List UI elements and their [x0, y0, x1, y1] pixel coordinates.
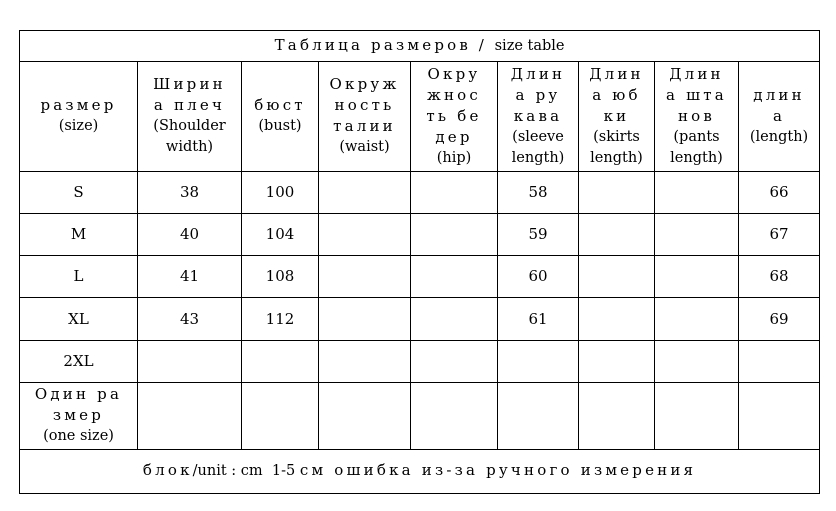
table-cell: 112 — [242, 298, 319, 340]
table-row — [20, 214, 820, 256]
column-header-en: (size) — [58, 118, 99, 135]
table-title — [20, 31, 820, 62]
table-cell — [579, 298, 655, 340]
table-cell — [138, 382, 242, 449]
size-label: XL — [20, 298, 138, 340]
table-cell — [579, 382, 655, 449]
table-cell — [579, 256, 655, 298]
table-cell — [579, 171, 655, 213]
table-cell — [655, 214, 739, 256]
table-title-separator: / — [471, 35, 495, 54]
table-cell — [655, 171, 739, 213]
title-row — [20, 31, 820, 62]
footer-unit-ru: блок — [142, 461, 193, 480]
column-header-ru: Ширин а плеч — [153, 75, 226, 115]
table-cell — [579, 214, 655, 256]
table-cell: 66 — [739, 171, 820, 213]
size-table — [19, 30, 820, 494]
column-header-ru: Длин а шта нов — [666, 64, 727, 125]
table-cell — [242, 340, 319, 382]
size-label: M — [20, 214, 138, 256]
table-cell: 69 — [739, 298, 820, 340]
table-cell: 104 — [242, 214, 319, 256]
one-size-label-ru: Один ра змер — [34, 385, 123, 425]
table-cell: 67 — [739, 214, 820, 256]
column-header — [498, 61, 579, 171]
column-header-en: (length) — [749, 128, 809, 145]
column-header-ru: размер — [40, 96, 117, 115]
table-cell — [138, 340, 242, 382]
column-header — [579, 61, 655, 171]
one-size-row — [20, 382, 820, 449]
table-row — [20, 256, 820, 298]
size-label: S — [20, 171, 138, 213]
table-cell: 60 — [498, 256, 579, 298]
table-cell — [579, 340, 655, 382]
table-cell — [319, 298, 411, 340]
column-header-en: (waist) — [339, 139, 390, 156]
table-cell — [411, 340, 498, 382]
table-cell — [411, 171, 498, 213]
column-header-ru: Длин а ру кава — [510, 64, 566, 125]
column-header-en: (pants length) — [670, 128, 723, 166]
table-cell: 108 — [242, 256, 319, 298]
column-header — [655, 61, 739, 171]
table-cell — [319, 382, 411, 449]
table-cell: 59 — [498, 214, 579, 256]
column-header-ru: Длин а юб ки — [589, 64, 644, 125]
table-cell: 100 — [242, 171, 319, 213]
column-header — [411, 61, 498, 171]
footer-unit-en: /unit : cm 1-5 — [192, 463, 300, 480]
column-header-en: (bust) — [258, 118, 302, 135]
size-label: 2XL — [20, 340, 138, 382]
table-cell — [319, 340, 411, 382]
table-row — [20, 298, 820, 340]
column-header-ru: бюст — [254, 96, 306, 115]
table-body — [20, 171, 820, 382]
table-title-en: size table — [494, 37, 565, 54]
one-size-label-en: (one size) — [43, 428, 114, 445]
table-cell — [319, 171, 411, 213]
column-header-ru: Окру жнос ть бе дер — [426, 64, 482, 146]
table-cell: 43 — [138, 298, 242, 340]
table-cell — [411, 298, 498, 340]
table-cell — [655, 340, 739, 382]
column-header — [739, 61, 820, 171]
table-cell — [411, 256, 498, 298]
table-cell — [498, 382, 579, 449]
size-label: L — [20, 256, 138, 298]
table-cell — [739, 382, 820, 449]
table-cell — [319, 214, 411, 256]
footer-row — [20, 449, 820, 493]
table-cell — [411, 214, 498, 256]
table-cell — [242, 382, 319, 449]
table-cell — [739, 340, 820, 382]
column-header-ru: Окруж ность талии — [329, 75, 400, 136]
column-header-ru: длин а — [753, 85, 805, 125]
column-header-en: (sleeve length) — [511, 128, 565, 166]
table-cell: 61 — [498, 298, 579, 340]
column-header — [138, 61, 242, 171]
table-cell — [655, 382, 739, 449]
table-cell: 41 — [138, 256, 242, 298]
column-header-en: (hip) — [436, 149, 472, 166]
column-header — [20, 61, 138, 171]
column-header-en: (skirts length) — [590, 128, 643, 166]
table-cell — [411, 382, 498, 449]
table-cell: 68 — [739, 256, 820, 298]
table-row — [20, 171, 820, 213]
one-size-label — [20, 382, 138, 449]
column-header-en: (Shoulder width) — [153, 118, 226, 156]
footer-note — [20, 449, 820, 493]
table-cell — [655, 298, 739, 340]
table-cell — [498, 340, 579, 382]
column-header — [319, 61, 411, 171]
table-cell: 58 — [498, 171, 579, 213]
header-row — [20, 61, 820, 171]
table-cell — [319, 256, 411, 298]
table-cell — [655, 256, 739, 298]
table-title-ru: Таблица размеров — [274, 35, 472, 54]
table-cell: 38 — [138, 171, 242, 213]
column-header — [242, 61, 319, 171]
table-row — [20, 340, 820, 382]
table-cell: 40 — [138, 214, 242, 256]
footer-error-note: см ошибка из-за ручного измерения — [299, 461, 697, 480]
